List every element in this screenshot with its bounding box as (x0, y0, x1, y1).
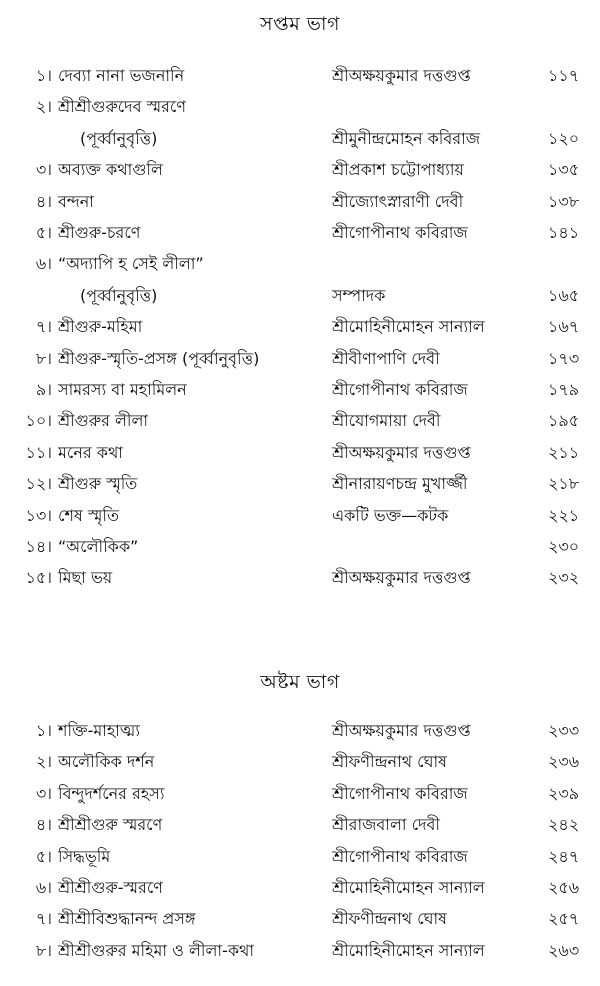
toc-row (0, 935, 600, 966)
entry-page-number: ২৬৩ (548, 940, 580, 960)
entry-title: শ্রীশ্রীগুরু-স্মরণে (58, 878, 163, 897)
toc-row (0, 60, 600, 91)
entry-title: অব্যক্ত কথাগুলি (58, 160, 163, 180)
entry-page-number: ২৪৭ (548, 846, 580, 866)
entry-page-number: ২৩৩ (548, 721, 580, 740)
toc-row (0, 778, 600, 809)
entry-title: অলৌকিক দর্শন (58, 752, 155, 772)
entry-number: ৬। (35, 878, 52, 897)
entry-title: শ্রীশ্রীগুরুর মহিমা ও লীলা-কথা (58, 940, 255, 960)
toc-row (0, 468, 600, 499)
entry-page-number: ১৭৯ (548, 380, 580, 399)
entry-page-number: ১৬৫ (548, 285, 580, 305)
entry-number: ৮। (35, 940, 52, 960)
toc-row (0, 343, 600, 374)
entry-author: শ্রীফণীন্দ্রনাথ ঘোষ (332, 909, 448, 929)
entry-title: সিদ্ধভূমি (58, 846, 111, 866)
toc-row (0, 374, 600, 405)
entry-number: ২। (35, 752, 52, 772)
entry-title: “অদ্যাপি হ সেই লীলা” (58, 254, 204, 274)
entry-author: শ্রীপ্রকাশ চট্টোপাধ্যায় (332, 160, 464, 180)
toc-row (0, 123, 600, 154)
entry-title: শ্রীশ্রীগুরু স্মরণে (58, 815, 163, 835)
entry-author: শ্রীজ্যোৎস্নারাণী দেবী (332, 191, 464, 211)
entry-number: ৬। (35, 254, 52, 274)
entry-number: ১৩। (25, 505, 52, 525)
toc-row (0, 531, 600, 562)
entry-author: শ্রীগোপীনাথ কবিরাজ (332, 783, 468, 803)
entry-title: বিন্দুদর্শনের রহস্য (58, 783, 165, 803)
entry-title: শ্রীগুরু স্মৃতি (58, 474, 138, 494)
section-title-ashtam: অষ্টম ভাগ (260, 671, 340, 693)
toc-row (0, 500, 600, 531)
entry-number: ২। (35, 97, 52, 117)
entry-page-number: ১৪১ (548, 223, 580, 242)
toc-row (0, 872, 600, 903)
entry-author: শ্রীগোপীনাথ কবিরাজ (332, 846, 468, 866)
entry-number: ৩। (35, 160, 52, 180)
entry-title: বন্দনা (58, 191, 94, 211)
entry-author: সম্পাদক (332, 285, 386, 305)
entry-number: ১৪। (25, 537, 52, 556)
entry-author: একটি ভক্ত—কটক (332, 505, 449, 525)
entry-author: শ্রীগোপীনাথ কবিরাজ (332, 380, 468, 399)
entry-author: শ্রীফণীন্দ্রনাথ ঘোষ (332, 752, 448, 772)
entry-number: ৭। (35, 317, 52, 337)
toc-row (0, 311, 600, 342)
entry-number: ৪। (35, 815, 52, 835)
entry-author: শ্রীমুনীন্দ্রমোহন কবিরাজ (332, 128, 481, 148)
entry-title: (পূর্ব্বানুবৃত্তি) (80, 285, 158, 305)
entry-title: “অলৌকিক” (58, 537, 139, 556)
entry-title: শ্রীগুরু-মহিমা (58, 317, 143, 337)
entry-author: শ্রীমোহিনীমোহন সান্যাল (332, 878, 485, 897)
entry-page-number: ২৪২ (548, 815, 580, 835)
entry-number: ১। (35, 66, 52, 85)
entry-number: ৫। (35, 846, 52, 866)
entry-page-number: ১২০ (548, 128, 580, 148)
entry-author: শ্রীমোহিনীমোহন সান্যাল (332, 940, 485, 960)
entry-page-number: ১৭৩ (548, 348, 580, 368)
entry-page-number: ২৩০ (548, 537, 580, 556)
entry-number: ৮। (35, 348, 52, 368)
entry-number: ১০। (25, 411, 52, 431)
entry-number: ১২। (25, 474, 52, 494)
toc-row (0, 248, 600, 279)
entry-page-number: ২৩২ (548, 568, 580, 588)
entry-title: দেব্যা নানা ভজনানি (58, 66, 185, 85)
toc-row (0, 91, 600, 122)
toc-row (0, 841, 600, 872)
entry-author: শ্রীমোহিনীমোহন সান্যাল (332, 317, 485, 337)
entry-title: শ্রীগুরু-চরণে (58, 223, 141, 242)
entry-title: শ্রীশ্রীগুরুদেব স্মরণে (58, 97, 186, 117)
toc-row (0, 154, 600, 185)
entry-title: শক্তি-মাহাত্ম্য (58, 721, 140, 740)
toc-row (0, 437, 600, 468)
entry-author: শ্রীঅক্ষয়কুমার দত্তগুপ্ত (332, 568, 471, 588)
entry-page-number: ১৬৭ (548, 317, 580, 337)
entry-page-number: ১৩৮ (548, 191, 580, 211)
entry-title: (পূর্ব্বানুবৃত্তি) (80, 128, 158, 148)
toc-row (0, 405, 600, 436)
entry-page-number: ১৩৫ (548, 160, 580, 180)
toc-row (0, 715, 600, 746)
toc-row (0, 217, 600, 248)
entry-author: শ্রীঅক্ষয়কুমার দত্তগুপ্ত (332, 66, 471, 85)
entry-author: শ্রীনারায়ণচন্দ্র মুখার্জ্জী (332, 474, 468, 494)
entry-number: ৩। (35, 783, 52, 803)
entry-number: ১। (35, 721, 52, 740)
entry-number: ৫। (35, 223, 52, 242)
entry-title: সামরস্য বা মহামিলন (58, 380, 187, 399)
entry-author: শ্রীগোপীনাথ কবিরাজ (332, 223, 468, 242)
entry-number: ১৫। (25, 568, 52, 588)
entry-page-number: ২৩৬ (548, 752, 580, 772)
entry-title: শ্রীগুরুর লীলা (58, 411, 149, 431)
entry-author: শ্রীঅক্ষয়কুমার দত্তগুপ্ত (332, 721, 471, 740)
entry-title: শেষ স্মৃতি (58, 505, 119, 525)
entry-title: শ্রীগুরু-স্মৃতি-প্রসঙ্গ (পূর্ব্বানুবৃত্তি) (58, 348, 260, 368)
toc-row (0, 562, 600, 593)
toc-row (0, 186, 600, 217)
entry-title: শ্রীশ্রীবিশুদ্ধানন্দ প্রসঙ্গ (58, 909, 196, 929)
toc-row (0, 280, 600, 311)
entry-page-number: ১৯৫ (548, 411, 580, 431)
entry-author: শ্রীবীণাপাণি দেবী (332, 348, 440, 368)
toc-row (0, 746, 600, 777)
entry-author: শ্রীরাজবালা দেবী (332, 815, 440, 835)
entry-page-number: ২২১ (548, 505, 580, 525)
entry-author: শ্রীযোগমায়া দেবী (332, 411, 441, 431)
entry-page-number: ১১৭ (548, 66, 580, 85)
entry-page-number: ২১৮ (548, 474, 580, 494)
entry-author: শ্রীঅক্ষয়কুমার দত্তগুপ্ত (332, 442, 471, 462)
entry-number: ৭। (35, 909, 52, 929)
entry-number: ৯। (35, 380, 52, 399)
entry-page-number: ২১১ (548, 442, 580, 462)
entry-number: ৪। (35, 191, 52, 211)
section-title-saptam: সপ্তম ভাগ (260, 13, 340, 35)
entry-title: মিছা ভয় (58, 568, 113, 588)
entry-page-number: ২৫৭ (548, 909, 580, 929)
entry-page-number: ২৩৯ (548, 783, 580, 803)
entry-number: ১১। (25, 442, 52, 462)
toc-row (0, 809, 600, 840)
entry-page-number: ২৫৬ (548, 878, 580, 897)
toc-row (0, 903, 600, 934)
entry-title: মনের কথা (58, 442, 123, 462)
